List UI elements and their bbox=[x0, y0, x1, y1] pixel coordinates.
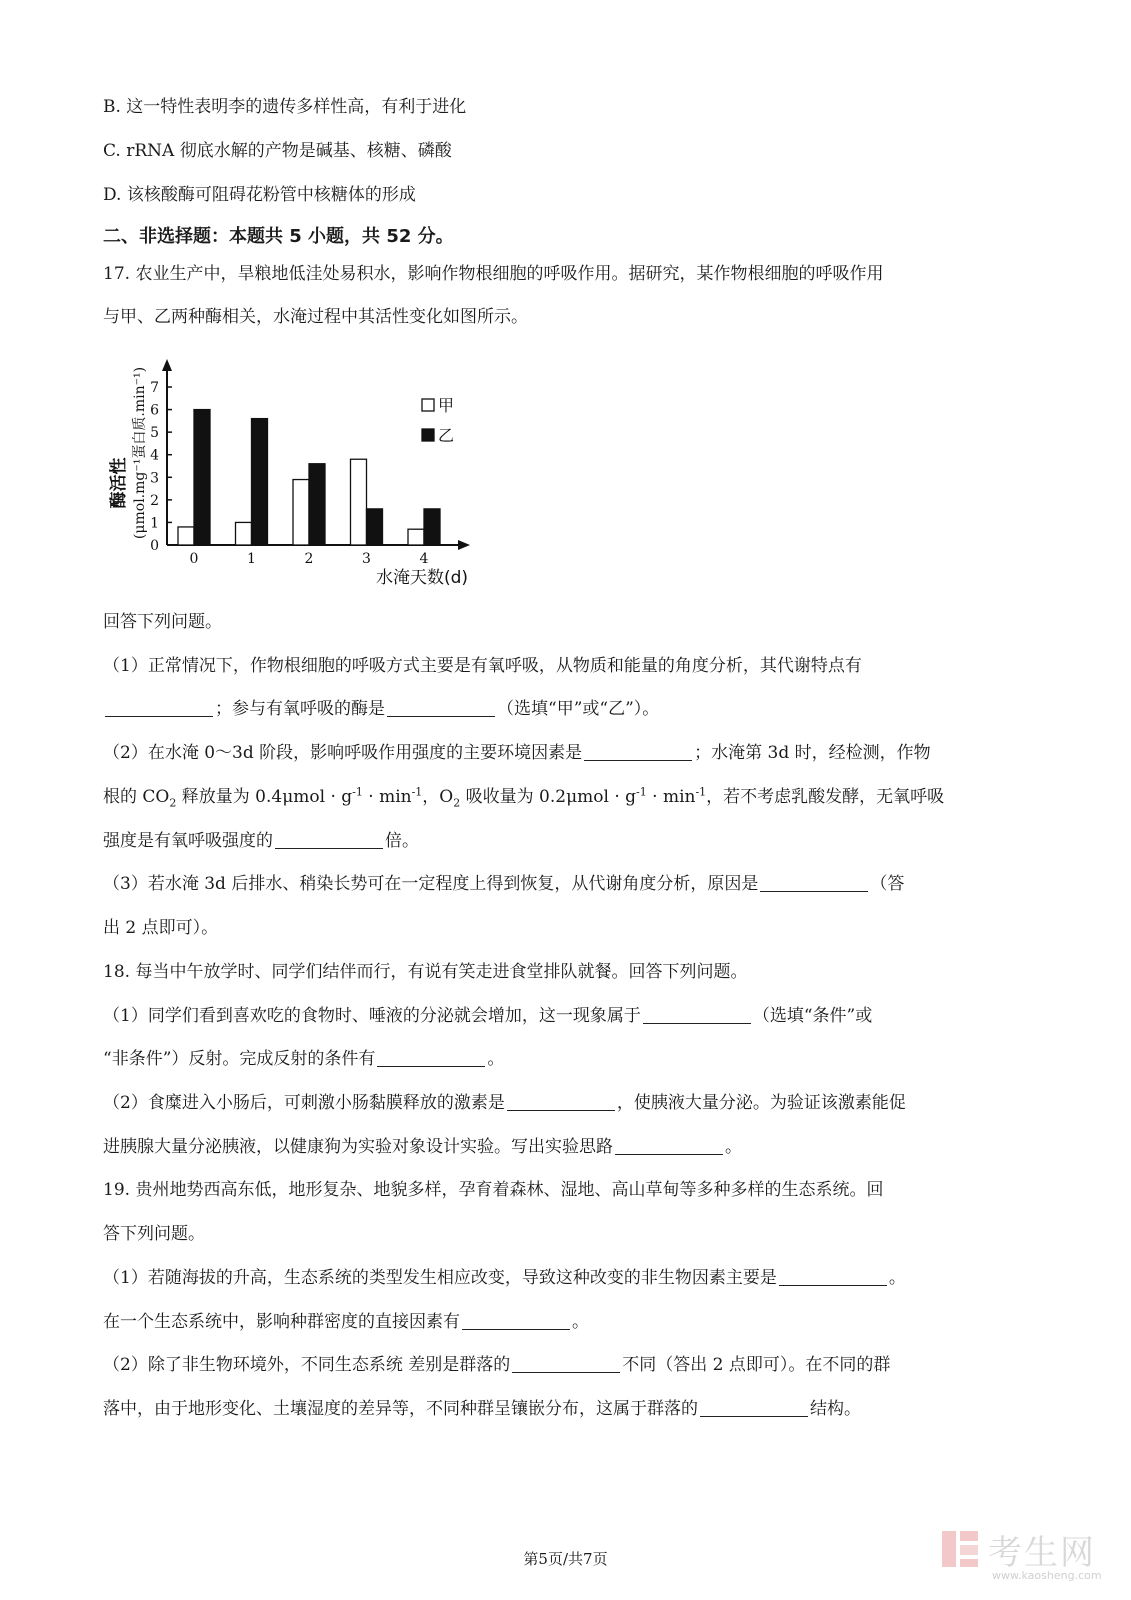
option-d: D. 该核酸酶可阻碍花粉管中核糖体的形成 bbox=[103, 185, 416, 205]
answer-blank[interactable] bbox=[643, 1006, 751, 1024]
q17-p1-line2: ；参与有氧呼吸的酶是 （选填“甲”或“乙”）。 bbox=[103, 697, 659, 721]
q19-p1-line2: 在一个生态系统中，影响种群密度的直接因素有 。 bbox=[103, 1312, 589, 1332]
watermark-url: www.kaosheng.com bbox=[992, 1569, 1102, 1582]
bar-jia-day2 bbox=[293, 480, 309, 545]
y-tick-label: 0 bbox=[150, 538, 159, 554]
y-axis-unit-label: (μmol.mg⁻¹蛋白质.min⁻¹) bbox=[132, 366, 148, 540]
x-axis-label: 水淹天数(d) bbox=[375, 568, 469, 588]
q17-p1-line1: （1）正常情况下，作物根细胞的呼吸方式主要是有氧呼吸，从物质和能量的角度分析，其代谢特点有 bbox=[103, 656, 862, 676]
bar-jia-day4 bbox=[408, 529, 424, 545]
bar-jia-day1 bbox=[236, 522, 252, 545]
q17-p2-line3: 强度是有氧呼吸强度的 倍。 bbox=[103, 831, 419, 851]
answer-blank[interactable] bbox=[507, 1093, 615, 1111]
y-axis-arrow-icon bbox=[162, 359, 172, 371]
q17-p3-line1: （3）若水淹 3d 后排水、稍染长势可在一定程度上得到恢复，从代谢角度分析，原因是 （答 bbox=[103, 874, 905, 894]
y-tick-label: 3 bbox=[150, 470, 159, 487]
q17-stem-line1: 17. 农业生产中，旱粮地低洼处易积水，影响作物根细胞的呼吸作用。据研究，某作物根细胞的呼吸作用 bbox=[103, 264, 884, 284]
legend-swatch-yi bbox=[422, 429, 434, 441]
q19-p2-line1: （2）除了非生物环境外，不同生态系统 差别是群落的 不同（答出 2 点即可）。在不同的群 bbox=[103, 1355, 891, 1375]
q18-p2-line2: 进胰腺大量分泌胰液，以健康狗为实验对象设计实验。写出实验思路 。 bbox=[103, 1137, 742, 1157]
y-tick-label: 1 bbox=[150, 515, 159, 532]
answer-blank[interactable] bbox=[760, 874, 868, 892]
answer-blank[interactable] bbox=[615, 1137, 723, 1155]
answer-blank[interactable] bbox=[275, 831, 383, 849]
enzyme-activity-chart bbox=[100, 343, 490, 593]
x-tick-label: 1 bbox=[247, 551, 256, 567]
x-tick-label: 0 bbox=[189, 551, 199, 567]
answer-blank[interactable] bbox=[377, 1049, 485, 1067]
watermark-logo-icon bbox=[940, 1529, 980, 1569]
answer-blank[interactable] bbox=[462, 1312, 570, 1330]
q19-p2-line2: 落中，由于地形变化、土壤湿度的差异等，不同种群呈镶嵌分布，这属于群落的 结构。 bbox=[103, 1399, 861, 1419]
q17-answer-intro: 回答下列问题。 bbox=[103, 612, 222, 632]
bar-yi-day0 bbox=[194, 410, 210, 545]
y-tick-label: 5 bbox=[150, 425, 159, 442]
y-tick-label: 6 bbox=[150, 402, 159, 419]
bar-yi-day4 bbox=[424, 509, 440, 545]
legend-label-yi: 乙 bbox=[438, 426, 455, 445]
bar-yi-day1 bbox=[252, 419, 268, 545]
answer-blank[interactable] bbox=[387, 699, 495, 717]
x-tick-label: 2 bbox=[304, 551, 314, 567]
answer-blank[interactable] bbox=[700, 1399, 808, 1417]
answer-blank[interactable] bbox=[512, 1355, 620, 1373]
y-tick-label: 4 bbox=[150, 447, 159, 464]
bar-yi-day3 bbox=[367, 509, 383, 545]
bar-jia-day3 bbox=[351, 459, 367, 545]
watermark bbox=[940, 1525, 1120, 1595]
x-tick-label: 4 bbox=[419, 551, 429, 567]
x-axis-arrow-icon bbox=[458, 540, 470, 550]
answer-blank[interactable] bbox=[584, 743, 692, 761]
section-title: 二、非选择题：本题共 5 小题，共 52 分。 bbox=[103, 226, 454, 247]
q19-stem-line1: 19. 贵州地势西高东低，地形复杂、地貌多样，孕育着森林、湿地、高山草甸等多种多样的生态系统。回 bbox=[103, 1180, 884, 1200]
q19-p1-line1: （1）若随海拔的升高，生态系统的类型发生相应改变，导致这种改变的非生物因素主要是 。 bbox=[103, 1268, 906, 1288]
y-tick-label: 2 bbox=[150, 492, 159, 509]
bar-jia-day0 bbox=[178, 527, 194, 545]
legend-swatch-jia bbox=[422, 399, 434, 411]
legend-label-jia: 甲 bbox=[438, 396, 455, 415]
q17-stem-line2: 与甲、乙两种酶相关，水淹过程中其活性变化如图所示。 bbox=[103, 307, 528, 327]
y-tick-label: 7 bbox=[150, 380, 159, 396]
y-axis-label: 酶活性 bbox=[109, 457, 129, 509]
q18-p1-line1: （1）同学们看到喜欢吃的食物时、唾液的分泌就会增加，这一现象属于 （选填“条件”或 bbox=[103, 1006, 873, 1026]
q18-p1-line2: “非条件”）反射。完成反射的条件有 。 bbox=[103, 1049, 505, 1069]
q17-p2-line2: 根的 $CO_2$ 释放量为 $0.4\mu mol \cdot g^{-1} \cdot \min^{-1}$，$O_2$ 吸收量为 $0.2\mu mol \cdot g^{-1} \cdot \min^{-1}$，若不考虑乳酸发酵，无氧呼吸 bbox=[103, 785, 945, 810]
answer-blank[interactable] bbox=[105, 699, 213, 717]
q19-stem-line2: 答下列问题。 bbox=[103, 1224, 205, 1244]
q18-stem: 18. 每当中午放学时、同学们结伴而行，有说有笑走进食堂排队就餐。回答下列问题。 bbox=[103, 962, 748, 982]
watermark-text: 考生网 bbox=[988, 1533, 1096, 1573]
x-tick-label: 3 bbox=[362, 551, 371, 567]
q18-p2-line1: （2）食糜进入小肠后，可刺激小肠黏膜释放的激素是 ，使胰液大量分泌。为验证该激素能促 bbox=[103, 1093, 906, 1113]
q17-p2-line1: （2）在水淹 0～3d 阶段，影响呼吸作用强度的主要环境因素是 ；水淹第 3d 时，经检测，作物 bbox=[103, 743, 931, 763]
option-b: B. 这一特性表明李的遗传多样性高，有利于进化 bbox=[103, 97, 467, 117]
q17-p3-line2: 出 2 点即可）。 bbox=[103, 918, 219, 938]
option-c: C. rRNA 彻底水解的产物是碱基、核糖、磷酸 bbox=[103, 141, 452, 161]
answer-blank[interactable] bbox=[779, 1268, 887, 1286]
page-footer: 第5页/共7页 bbox=[523, 1550, 608, 1568]
bar-yi-day2 bbox=[309, 464, 325, 545]
